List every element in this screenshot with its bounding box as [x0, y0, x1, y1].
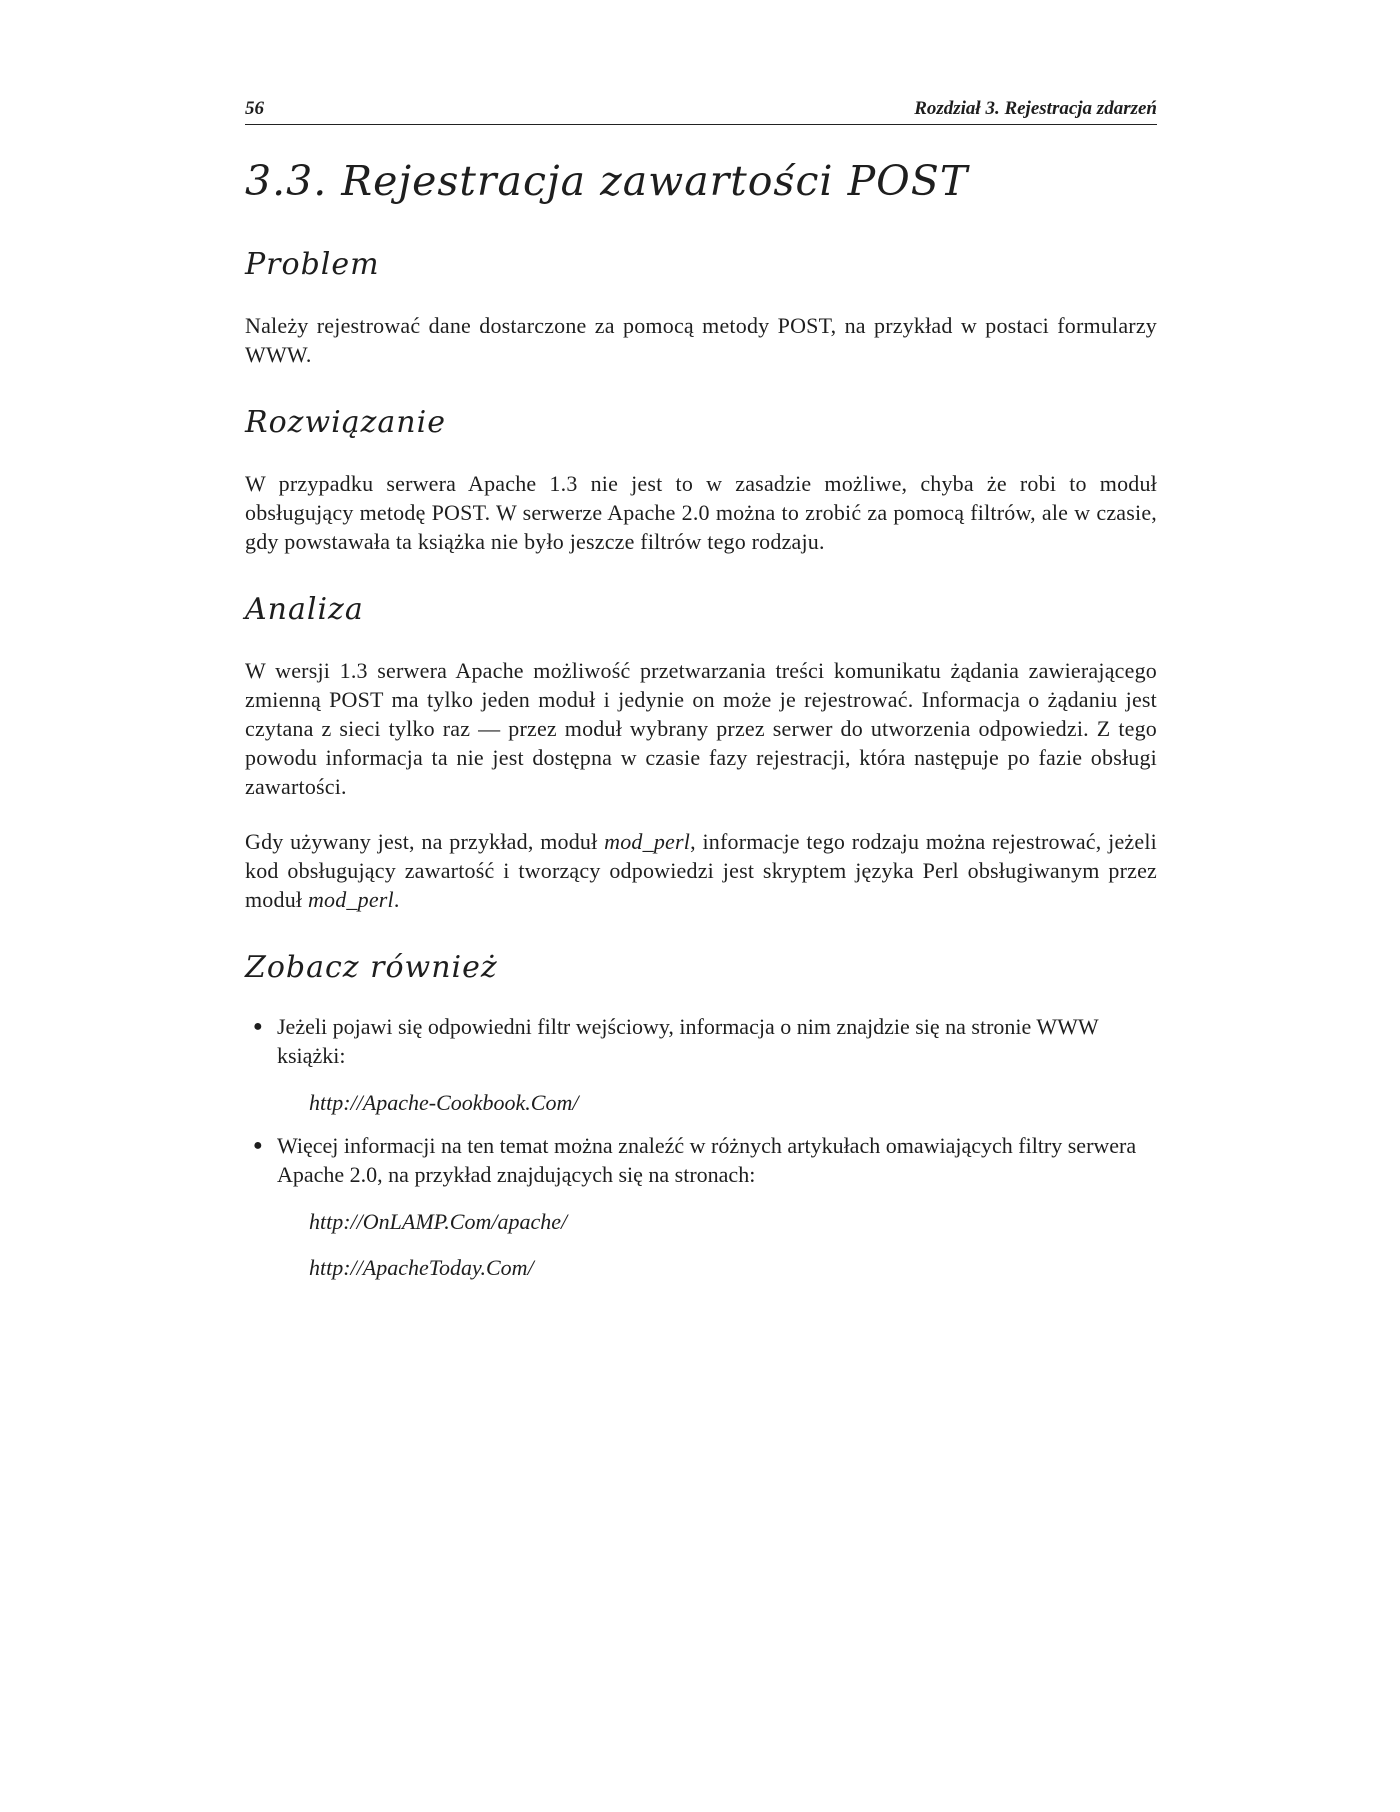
list-item-text: Jeżeli pojawi się odpowiedni filtr wejściowy, informacja o nim znajdzie się na stronie WWW książki:: [277, 1014, 1099, 1068]
bullet-icon: ●: [253, 1137, 263, 1154]
problem-heading: Problem: [245, 247, 380, 282]
see-also-list: [245, 1012, 1157, 1282]
section-title: 3.3. Rejestracja zawartości POST: [245, 157, 969, 205]
list-item-text: Więcej informacji na ten temat można znaleźć w różnych artykułach omawiających filtry serwera Apache 2.0, na przykład znajdujących się na stronach:: [277, 1133, 1137, 1187]
bullet-icon: ●: [253, 1018, 263, 1035]
url-link[interactable]: http://OnLAMP.Com/apache/: [309, 1209, 568, 1234]
module-name: mod_perl: [307, 887, 394, 912]
analysis-p2-part1: Gdy używany jest, na przykład, moduł: [245, 829, 605, 854]
list-item: [245, 1131, 1137, 1282]
analysis-p2-part2: , informacje tego rodzaju można rejestrować, jeżeli kod obsługujący zawartość i tworzący odpowiedzi jest skryptem języka Perl obsługiwanym przez moduł: [245, 829, 1157, 912]
problem-text: Należy rejestrować dane dostarczone za pomocą metody POST, na przykład w postaci formularzy WWW.: [245, 313, 1157, 367]
analysis-p2-part3: .: [393, 887, 400, 912]
url-link[interactable]: http://ApacheToday.Com/: [309, 1255, 534, 1280]
running-header: [245, 96, 1157, 125]
list-item: [245, 1012, 1137, 1117]
analysis-heading: Analiza: [245, 592, 364, 627]
see-also-heading: Zobacz również: [245, 950, 498, 985]
page-number: 56: [245, 98, 264, 119]
url-link[interactable]: http://Apache-Cookbook.Com/: [309, 1090, 579, 1115]
analysis-paragraph-2: [245, 827, 1157, 914]
solution-heading: Rozwiązanie: [245, 405, 446, 440]
module-name: mod_perl: [604, 829, 691, 854]
book-page: [245, 96, 1157, 1296]
chapter-title: Rozdział 3. Rejestracja zdarzeń: [914, 98, 1157, 119]
analysis-paragraph-1: W wersji 1.3 serwera Apache możliwość przetwarzania treści komunikatu żądania zawierającego zmienną POST ma tylko jeden moduł i jedynie on może je rejestrować. Informacja o żądaniu jest czytana z sieci tylko raz — przez moduł wybrany przez serwer do utworzenia odpowiedzi. Z tego powodu informacja ta nie jest dostępna w czasie fazy rejestracji, która następuje po fazie obsługi zawartości.: [245, 658, 1157, 799]
solution-text: W przypadku serwera Apache 1.3 nie jest to w zasadzie możliwe, chyba że robi to moduł obsługujący metodę POST. W serwerze Apache 2.0 można to zrobić za pomocą filtrów, ale w czasie, gdy powstawała ta książka nie było jeszcze filtrów tego rodzaju.: [245, 471, 1157, 554]
